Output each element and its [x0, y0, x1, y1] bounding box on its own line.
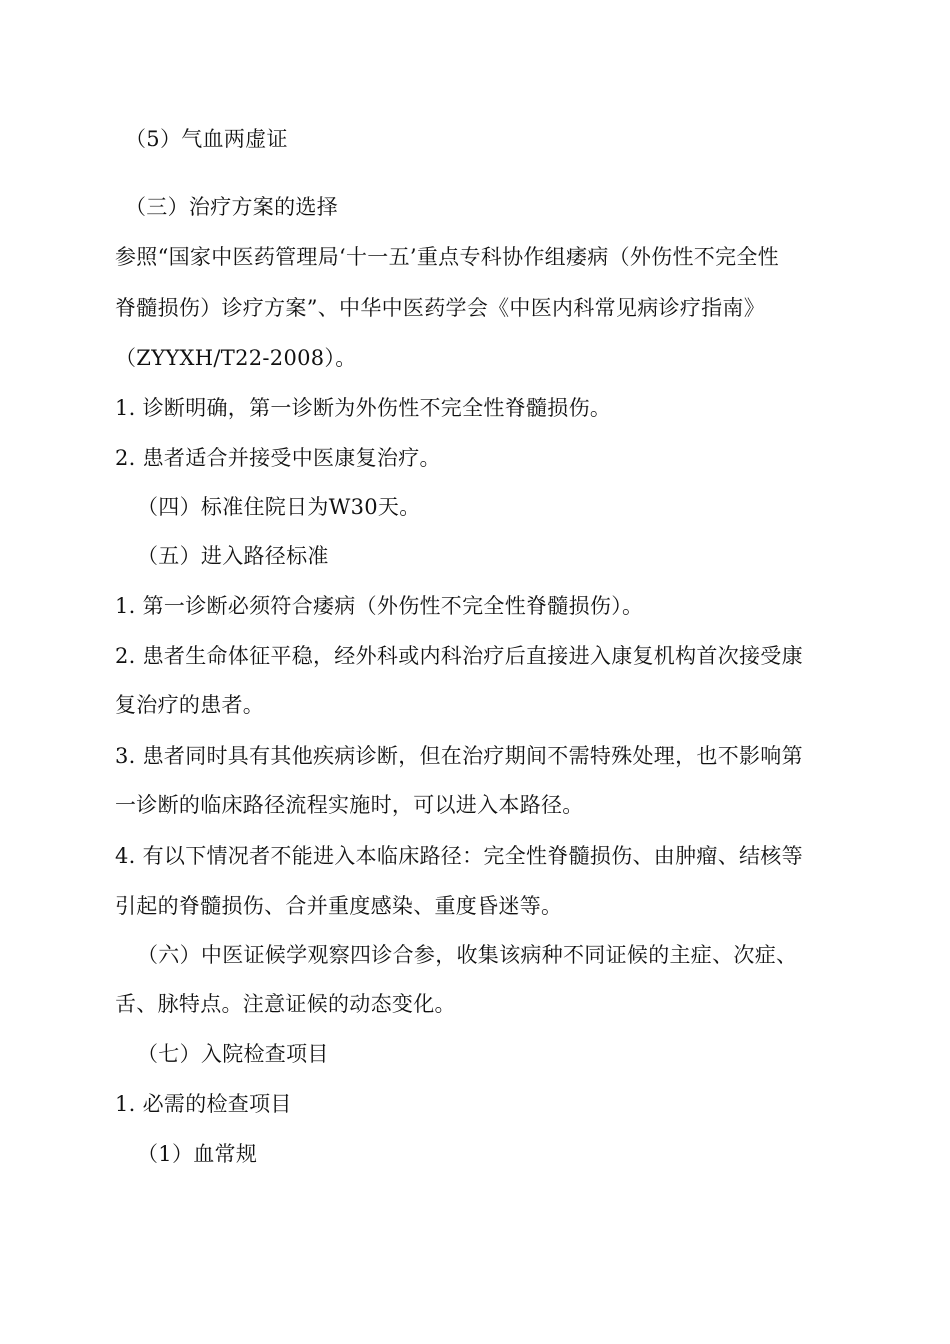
line-4: 脊髓损伤）诊疗方案”、中华中医药学会《中医内科常见病诊疗指南》 [115, 296, 766, 320]
line-7: 2. 患者适合并接受中医康复治疗。 [115, 446, 441, 470]
line-19: （七）入院检查项目 [137, 1042, 329, 1066]
line-6: 1. 诊断明确，第一诊断为外伤性不完全性脊髓损伤。 [115, 396, 612, 420]
line-2: （三）治疗方案的选择 [125, 195, 338, 219]
line-21: （1）血常规 [137, 1142, 258, 1166]
line-16: 引起的脊髓损伤、合并重度感染、重度昏迷等。 [115, 894, 563, 918]
line-5: （ZYYXH/T22-2008）。 [115, 346, 357, 370]
line-10: 1. 第一诊断必须符合痿病（外伤性不完全性脊髓损伤）。 [115, 594, 644, 618]
line-9: （五）进入路径标准 [137, 544, 329, 568]
line-1: （5）气血两虚证 [125, 127, 288, 151]
line-11: 2. 患者生命体征平稳，经外科或内科治疗后直接进入康复机构首次接受康 [115, 644, 803, 668]
line-13: 3. 患者同时具有其他疾病诊断，但在治疗期间不需特殊处理，也不影响第 [115, 744, 803, 768]
line-8: （四）标准住院日为W30天。 [137, 495, 421, 519]
line-3: 参照“国家中医药管理局‘十一五’重点专科协作组痿病（外伤性不完全性 [115, 245, 779, 269]
line-18: 舌、脉特点。注意证候的动态变化。 [115, 992, 456, 1016]
line-14: 一诊断的临床路径流程实施时，可以进入本路径。 [115, 793, 584, 817]
line-20: 1. 必需的检查项目 [115, 1092, 292, 1116]
line-15: 4. 有以下情况者不能进入本临床路径：完全性脊髓损伤、由肿瘤、结核等 [115, 844, 803, 868]
line-12: 复治疗的患者。 [115, 693, 265, 717]
line-17: （六）中医证候学观察四诊合参，收集该病种不同证候的主症、次症、 [137, 943, 798, 967]
